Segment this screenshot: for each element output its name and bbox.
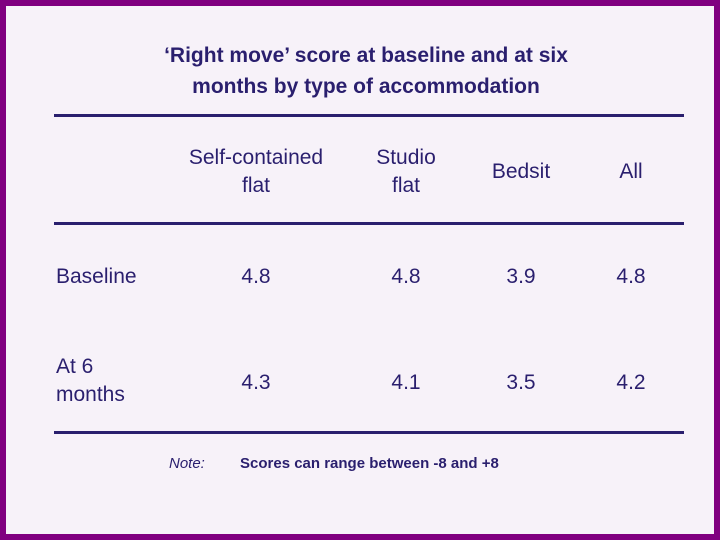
row-label-line: Baseline: [56, 265, 137, 288]
row-label-baseline: [56, 263, 186, 291]
table-cell: 4.8: [391, 265, 421, 288]
table-cell: 3.5: [506, 371, 536, 394]
row-label-line: months: [56, 383, 125, 406]
column-header-line: All: [619, 160, 643, 183]
column-header-line: Self-contained: [188, 146, 324, 169]
table-cell: 4.1: [391, 371, 421, 394]
table-cell: 4.8: [241, 265, 271, 288]
table-cell: 4.2: [616, 371, 646, 394]
column-header-studio: [351, 144, 461, 200]
column-header-bedsit: [466, 158, 576, 186]
title-line-1: ‘Right move’ score at baseline and at six: [164, 44, 568, 67]
note-label: Note:: [169, 455, 205, 472]
column-header-line: Bedsit: [491, 160, 551, 183]
table-cell: 3.9: [506, 265, 536, 288]
row-label-line: At 6: [56, 355, 94, 378]
column-header-line: flat: [241, 174, 270, 197]
table-cell: 4.8: [616, 265, 646, 288]
title-line-2: months by type of accommodation: [192, 75, 540, 98]
note-text: Scores can range between -8 and +8: [240, 455, 499, 472]
column-header-all: [586, 158, 676, 186]
column-header-line: flat: [391, 174, 420, 197]
slide-title: [6, 40, 720, 102]
column-header-self-contained: [166, 144, 346, 200]
table-cell: 4.3: [241, 371, 271, 394]
row-label-six-months: [56, 353, 186, 409]
header-rule: [54, 222, 684, 225]
column-header-line: Studio: [376, 146, 436, 169]
top-rule: [54, 114, 684, 117]
bottom-rule: [54, 431, 684, 434]
